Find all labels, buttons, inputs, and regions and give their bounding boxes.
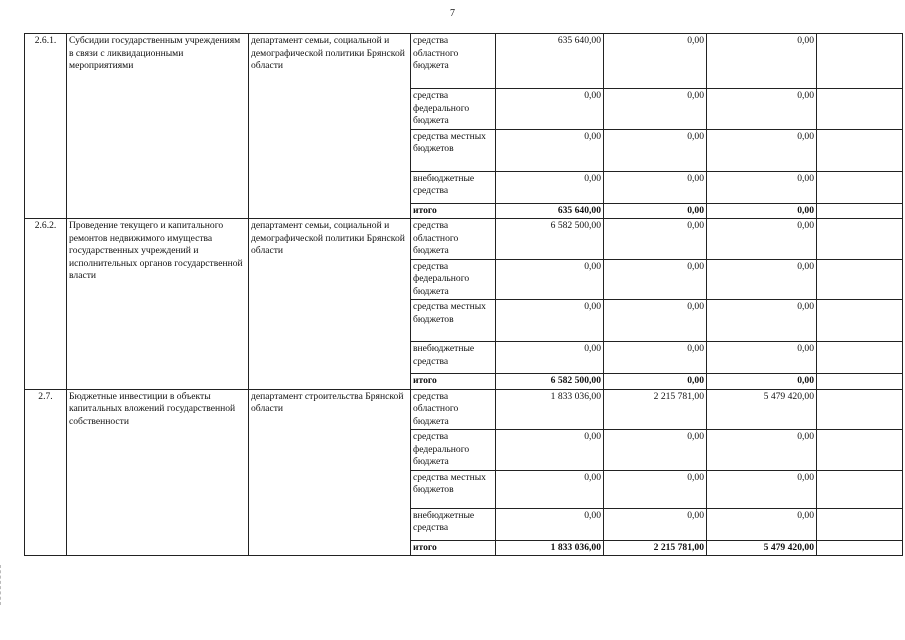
amount-year-2: 2 215 781,00 <box>604 540 707 556</box>
funding-source: средства федерального бюджета <box>411 89 496 130</box>
empty-cell <box>817 540 903 556</box>
amount-year-1: 0,00 <box>496 430 604 471</box>
amount-year-2: 2 215 781,00 <box>604 389 707 430</box>
item-executor: департамент строительства Брянской области <box>249 389 411 556</box>
funding-source: итого <box>411 540 496 556</box>
amount-year-1: 0,00 <box>496 300 604 342</box>
amount-year-3: 0,00 <box>707 89 817 130</box>
amount-year-3: 0,00 <box>707 171 817 203</box>
amount-year-2: 0,00 <box>604 342 707 374</box>
funding-source: средства федерального бюджета <box>411 259 496 300</box>
funding-source: внебюджетные средства <box>411 508 496 540</box>
empty-cell <box>817 129 903 171</box>
empty-cell <box>817 470 903 508</box>
amount-year-1: 635 640,00 <box>496 203 604 219</box>
empty-cell <box>817 374 903 390</box>
source-row <box>25 389 903 430</box>
amount-year-2: 0,00 <box>604 89 707 130</box>
amount-year-1: 0,00 <box>496 171 604 203</box>
funding-source: средства областного бюджета <box>411 389 496 430</box>
source-row <box>25 219 903 260</box>
scan-artifact <box>0 565 4 605</box>
funding-source: внебюджетные средства <box>411 171 496 203</box>
item-executor: департамент семьи, социальной и демографической политики Брянской области <box>249 219 411 390</box>
amount-year-2: 0,00 <box>604 203 707 219</box>
item-executor: департамент семьи, социальной и демографической политики Брянской области <box>249 34 411 219</box>
funding-source: средства областного бюджета <box>411 34 496 89</box>
funding-source: средства местных бюджетов <box>411 300 496 342</box>
amount-year-1: 6 582 500,00 <box>496 374 604 390</box>
amount-year-1: 0,00 <box>496 342 604 374</box>
funding-source: итого <box>411 374 496 390</box>
amount-year-1: 1 833 036,00 <box>496 389 604 430</box>
amount-year-2: 0,00 <box>604 430 707 471</box>
amount-year-3: 0,00 <box>707 34 817 89</box>
empty-cell <box>817 89 903 130</box>
amount-year-3: 0,00 <box>707 300 817 342</box>
funding-source: средства местных бюджетов <box>411 470 496 508</box>
amount-year-2: 0,00 <box>604 171 707 203</box>
empty-cell <box>817 430 903 471</box>
source-row <box>25 34 903 89</box>
item-code: 2.7. <box>25 389 67 556</box>
empty-cell <box>817 389 903 430</box>
amount-year-3: 0,00 <box>707 203 817 219</box>
empty-cell <box>817 508 903 540</box>
amount-year-3: 0,00 <box>707 129 817 171</box>
funding-source: средства областного бюджета <box>411 219 496 260</box>
amount-year-2: 0,00 <box>604 300 707 342</box>
amount-year-2: 0,00 <box>604 259 707 300</box>
amount-year-1: 0,00 <box>496 129 604 171</box>
amount-year-3: 0,00 <box>707 259 817 300</box>
funding-source: средства федерального бюджета <box>411 430 496 471</box>
amount-year-3: 0,00 <box>707 430 817 471</box>
funding-source: итого <box>411 203 496 219</box>
empty-cell <box>817 171 903 203</box>
empty-cell <box>817 259 903 300</box>
amount-year-1: 1 833 036,00 <box>496 540 604 556</box>
page-number: 7 <box>450 8 455 19</box>
amount-year-1: 0,00 <box>496 470 604 508</box>
amount-year-3: 0,00 <box>707 470 817 508</box>
item-code: 2.6.1. <box>25 34 67 219</box>
amount-year-1: 0,00 <box>496 89 604 130</box>
item-name: Проведение текущего и капитального ремонтов недвижимого имущества государственных учреждений и исполнительных органов государственной власти <box>67 219 249 390</box>
funding-source: средства местных бюджетов <box>411 129 496 171</box>
amount-year-2: 0,00 <box>604 470 707 508</box>
empty-cell <box>817 34 903 89</box>
amount-year-2: 0,00 <box>604 374 707 390</box>
amount-year-3: 0,00 <box>707 219 817 260</box>
empty-cell <box>817 203 903 219</box>
budget-table <box>24 33 903 556</box>
item-name: Бюджетные инвестиции в объекты капитальных вложений государственной собственности <box>67 389 249 556</box>
amount-year-1: 635 640,00 <box>496 34 604 89</box>
amount-year-2: 0,00 <box>604 129 707 171</box>
amount-year-1: 0,00 <box>496 508 604 540</box>
funding-source: внебюджетные средства <box>411 342 496 374</box>
amount-year-2: 0,00 <box>604 219 707 260</box>
empty-cell <box>817 300 903 342</box>
empty-cell <box>817 219 903 260</box>
amount-year-2: 0,00 <box>604 34 707 89</box>
amount-year-3: 0,00 <box>707 508 817 540</box>
item-name: Субсидии государственным учреждениям в связи с ликвидационными мероприятиями <box>67 34 249 219</box>
amount-year-1: 6 582 500,00 <box>496 219 604 260</box>
amount-year-3: 0,00 <box>707 374 817 390</box>
amount-year-1: 0,00 <box>496 259 604 300</box>
item-code: 2.6.2. <box>25 219 67 390</box>
amount-year-2: 0,00 <box>604 508 707 540</box>
amount-year-3: 5 479 420,00 <box>707 540 817 556</box>
amount-year-3: 5 479 420,00 <box>707 389 817 430</box>
empty-cell <box>817 342 903 374</box>
amount-year-3: 0,00 <box>707 342 817 374</box>
